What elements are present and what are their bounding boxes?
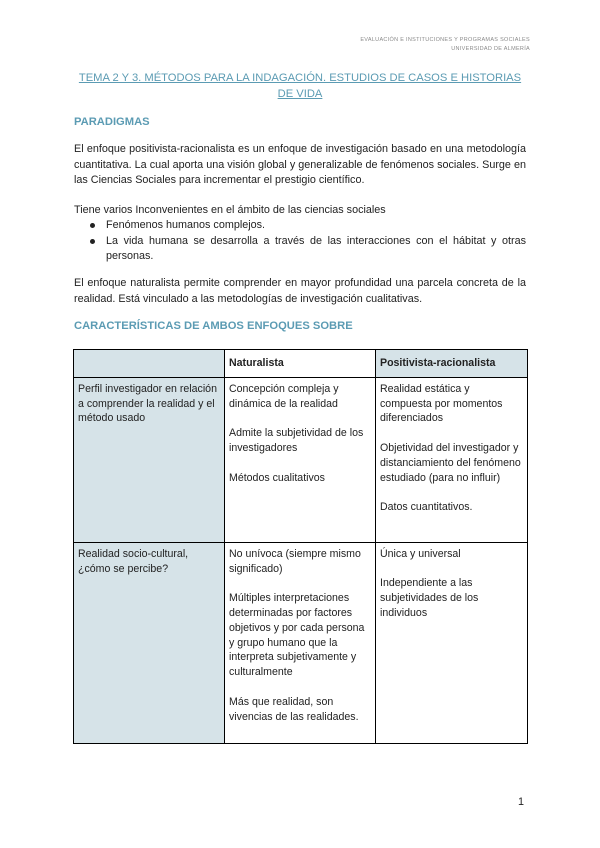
- table-row: [74, 542, 528, 743]
- page-number: 1: [517, 796, 524, 808]
- cell-paragraph: Más que realidad, son vivencias de las realidades.: [229, 695, 359, 723]
- row-label: Realidad socio-cultural, ¿cómo se percibe?: [74, 542, 225, 743]
- cell-paragraph: No unívoca (siempre mismo significado): [229, 547, 361, 575]
- cell-paragraph: Datos cuantitativos.: [380, 501, 473, 514]
- header-cell-positivista: Positivista-racionalista: [376, 350, 528, 378]
- cell-paragraph: Múltiples interpretaciones determinadas por factores objetivos y por cada persona y grupo humano que la interpreta subjetivamente y culturalmente: [229, 592, 365, 679]
- header-university: UNIVERSIDAD DE ALMERÍA: [451, 46, 530, 52]
- bullet-list: [74, 218, 526, 265]
- table-cell-positivista: [376, 542, 528, 743]
- cell-paragraph: Objetividad del investigador y distanciamiento del fenómeno estudiado (para no influir): [380, 441, 521, 484]
- comparison-table: [73, 349, 528, 744]
- header-cell-naturalista: Naturalista: [225, 350, 376, 378]
- cell-paragraph: Métodos cualitativos: [229, 471, 325, 484]
- header-course: EVALUACIÓN E INSTITUCIONES Y PROGRAMAS SOCIALES: [360, 37, 530, 43]
- list-item-text: La vida humana se desarrolla a través de las interacciones con el hábitat y otras personas.: [106, 234, 526, 262]
- table-header-row: [74, 350, 528, 378]
- paragraph-naturalista: El enfoque naturalista permite comprender en mayor profundidad una parcela concreta de la realidad. Está vinculado a las metodologías de investigación cualitativas.: [74, 277, 526, 305]
- cell-paragraph: Realidad estática y compuesta por momentos diferenciados: [380, 382, 503, 425]
- header-cell-empty: [74, 350, 225, 378]
- cell-paragraph: Concepción compleja y dinámica de la realidad: [229, 382, 339, 410]
- table-cell-positivista: [376, 377, 528, 542]
- paragraph-inconvenientes: Tiene varios Inconvenientes en el ámbito de las ciencias sociales: [74, 204, 386, 216]
- table-cell-naturalista: [225, 377, 376, 542]
- heading-paradigmas: PARADIGMAS: [74, 116, 150, 128]
- list-item-text: Fenómenos humanos complejos.: [106, 219, 266, 231]
- heading-caracteristicas: CARACTERÍSTICAS DE AMBOS ENFOQUES SOBRE: [74, 320, 353, 332]
- cell-paragraph: Única y universal: [380, 547, 461, 560]
- table-row: [74, 377, 528, 542]
- table-cell-naturalista: [225, 542, 376, 743]
- list-item: [74, 218, 526, 234]
- document-title: TEMA 2 Y 3. MÉTODOS PARA LA INDAGACIÓN. ESTUDIOS DE CASOS E HISTORIAS DE VIDA: [78, 72, 522, 100]
- document-header: [360, 36, 530, 54]
- bullet-icon: [90, 223, 95, 228]
- list-item: [74, 234, 526, 265]
- cell-paragraph: Admite la subjetividad de los investigadores: [229, 427, 364, 454]
- cell-paragraph: Independiente a las subjetividades de los individuos: [380, 577, 479, 619]
- bullet-icon: [90, 239, 95, 244]
- row-label: Perfil investigador en relación a comprender la realidad y el método usado: [74, 377, 225, 542]
- paragraph-positivista: El enfoque positivista-racionalista es un enfoque de investigación basado en una metodología cuantitativa. La cual aporta una visión global y generalizable de fenómenos sociales. Surge en las Ciencias Sociales para incrementar el prestigio científico.: [74, 143, 526, 186]
